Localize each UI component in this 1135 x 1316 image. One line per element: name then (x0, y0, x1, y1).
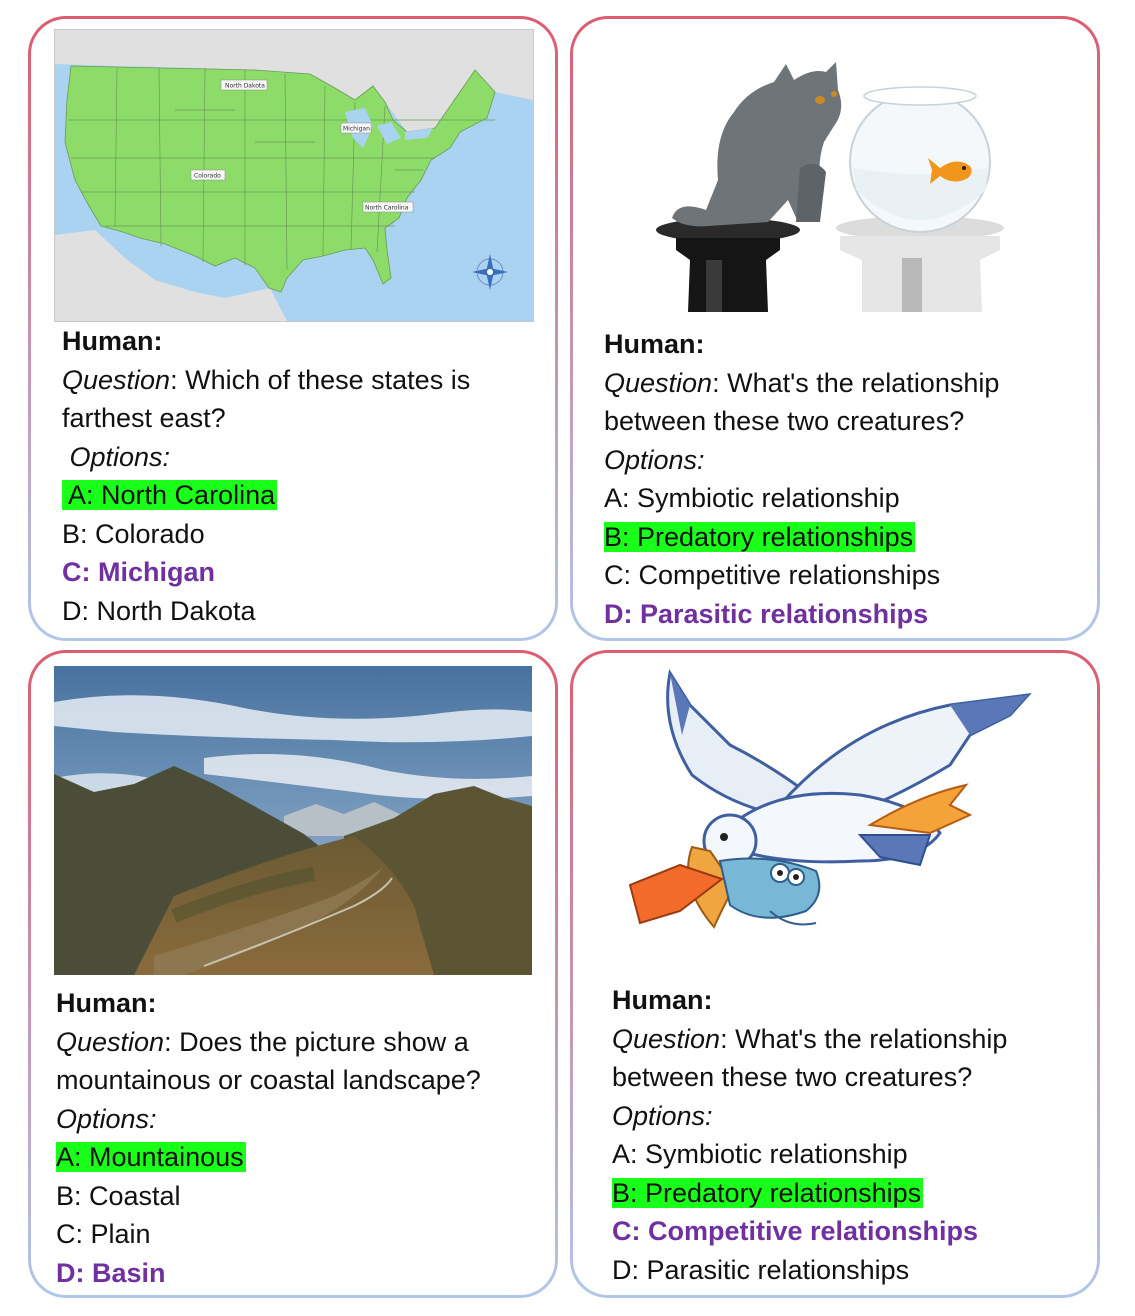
option-b: B: Coastal (56, 1180, 181, 1211)
option-d-predicted: D: Parasitic relationships (604, 598, 929, 629)
option-a-ground-truth: A: Mountainous (56, 1142, 244, 1172)
question-label: Question (56, 1026, 165, 1057)
question-text-line-2: between these two creatures? (604, 406, 965, 436)
option-c-predicted: C: Competitive relationships (612, 1216, 979, 1246)
option-d: D: North Dakota (62, 595, 256, 626)
option-b: B: Colorado (62, 518, 205, 549)
option-a: A: Symbiotic relationship (612, 1139, 908, 1169)
card-landscape-text (56, 984, 481, 1292)
option-a: A: Symbiotic relationship (604, 483, 900, 513)
map-label-north-dakota: North Dakota (225, 82, 265, 90)
map-label-colorado: Colorado (194, 172, 221, 180)
option-c-predicted: C: Michigan (62, 557, 215, 587)
card-cat-fish-text (604, 325, 999, 633)
option-c: C: Plain (56, 1219, 151, 1249)
question-text: : Which of these states is (170, 364, 471, 395)
question-label: Question (604, 367, 713, 398)
map-label-north-carolina: North Carolina (365, 204, 409, 212)
option-d: D: Parasitic relationships (612, 1254, 910, 1285)
question-label: Question (62, 364, 171, 395)
option-a-ground-truth: A: North Carolina (62, 480, 276, 510)
question-text: : Does the picture show a (164, 1026, 469, 1057)
card-map-text (62, 322, 470, 630)
human-label: Human: (56, 988, 157, 1018)
map-label-michigan: Michigan (343, 125, 370, 133)
option-c: C: Competitive relationships (604, 560, 941, 590)
option-b-ground-truth: B: Predatory relationships (604, 521, 914, 552)
question-text: : What's the relationship (720, 1023, 1008, 1054)
question-label: Question (612, 1023, 721, 1054)
options-label: Options: (612, 1100, 713, 1131)
options-label: Options: (604, 444, 705, 475)
card-seagull-text (612, 981, 1007, 1289)
question-text-line-2: farthest east? (62, 403, 226, 433)
option-b-ground-truth: B: Predatory relationships (612, 1177, 922, 1208)
seagull-fish-cartoon-image (620, 665, 1040, 965)
mountain-landscape-image (54, 666, 532, 975)
human-label: Human: (604, 329, 705, 359)
us-map-image (54, 29, 534, 322)
cat-goldfish-image (648, 50, 1018, 315)
options-label: Options: (62, 441, 171, 472)
option-d-predicted: D: Basin (56, 1257, 166, 1288)
question-text-line-2: mountainous or coastal landscape? (56, 1065, 481, 1095)
options-label: Options: (56, 1103, 157, 1134)
human-label: Human: (612, 985, 713, 1015)
question-text: : What's the relationship (712, 367, 1000, 398)
human-label: Human: (62, 326, 163, 356)
question-text-line-2: between these two creatures? (612, 1062, 973, 1092)
